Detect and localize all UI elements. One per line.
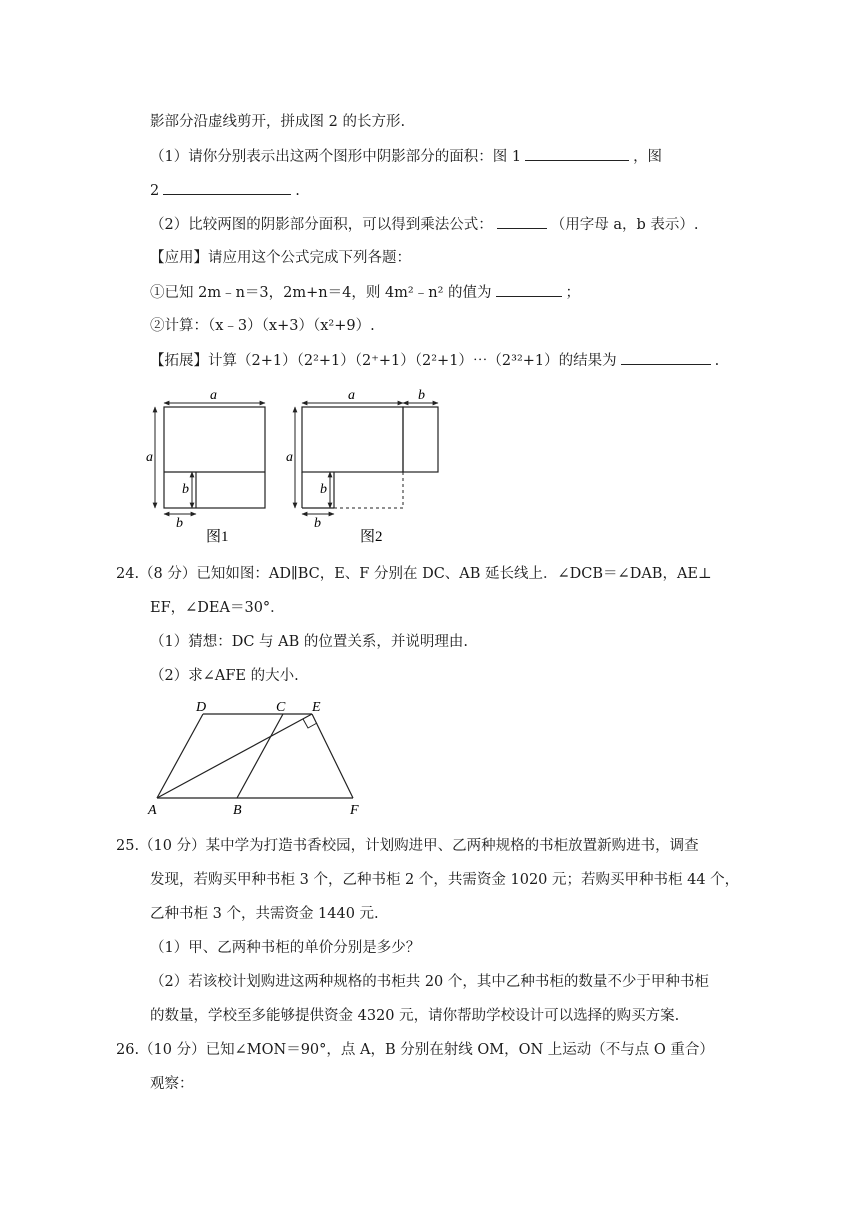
q24-part2: （2）求∠AFE 的大小.	[150, 668, 299, 684]
q23-application-2-text: 计算：（x﹣3）（x+3）（x²+9）.	[164, 318, 375, 334]
q23-application-title: 【应用】请应用这个公式完成下列各题：	[150, 250, 411, 266]
q23-part1	[150, 146, 662, 167]
fig2-label-b-bottom: b	[314, 516, 321, 531]
circled-number-1: ①	[150, 285, 165, 301]
q23-application-1-text: 已知 2m﹣n＝3，2m+n＝4，则 4m²﹣n² 的值为	[164, 285, 492, 301]
fig1-label-b-inner: b	[182, 482, 189, 497]
q24-figure	[140, 696, 380, 821]
figure-1-and-2	[140, 383, 460, 548]
fig2-label-b-top: b	[418, 388, 425, 403]
figure-2	[286, 388, 438, 545]
fig2-caption: 图2	[360, 529, 383, 545]
q23-part2	[150, 214, 699, 235]
q26-head: 26.（10 分）已知∠MON＝90°，点 A，B 分别在射线 OM，ON 上运动（不与点 O 重合）	[116, 1042, 714, 1058]
segment-BC	[237, 714, 283, 798]
circled-number-2: ②	[150, 318, 165, 334]
fig1-label-b-bottom: b	[176, 516, 183, 531]
fig2-label-b-inner: b	[320, 482, 327, 497]
q23-part2-text: （2）比较两图的阴影部分面积，可以得到乘法公式：	[150, 217, 493, 233]
q25-part1: （1）甲、乙两种书柜的单价分别是多少？	[150, 940, 421, 956]
figure-1	[146, 388, 265, 545]
q24-cont: EF，∠DEA＝30°．	[150, 600, 285, 616]
q23-part1-cont: 2 .	[150, 180, 300, 201]
q24-part1: （1）猜想：DC 与 AB 的位置关系，并说明理由.	[150, 634, 469, 650]
fig1-caption: 图1	[206, 529, 229, 545]
q23-part1-cont-text: 2	[150, 183, 160, 199]
fig2-label-a-left: a	[286, 450, 293, 465]
q23-part2-tail: （用字母 a，b 表示）.	[550, 217, 699, 233]
answer-blank[interactable]	[163, 180, 291, 195]
q23-extension: 【拓展】计算（2+1）（2²+1）（2⁺+1）（2²+1）⋯（2³²+1）的结果为 .	[150, 350, 719, 371]
point-B: B	[233, 803, 242, 818]
segment-EF	[312, 714, 353, 798]
fig1-label-a-top: a	[210, 388, 217, 403]
point-D: D	[196, 700, 207, 715]
q25-part2: （2）若该校计划购进这两种规格的书柜共 20 个，其中乙种书柜的数量不少于甲种书柜	[150, 974, 709, 990]
fig1-outer-square	[164, 407, 265, 508]
point-E: E	[312, 700, 321, 715]
q23-extension-text: 【拓展】计算（2+1）（2²+1）（2⁺+1）（2²+1）⋯（2³²+1）的结果为	[150, 353, 617, 369]
fig2-label-a-top: a	[348, 388, 355, 403]
q24-head: 24.（8 分）已知如图：AD∥BC，E、F 分别在 DC、AB 延长线上．∠DCB＝∠DAB，AE⊥	[116, 566, 712, 582]
q25-line2: 发现，若购买甲种书柜 3 个，乙种书柜 2 个，共需资金 1020 元；若购买甲种书柜 44 个，	[150, 872, 740, 888]
point-C: C	[276, 700, 286, 715]
q25-line3: 乙种书柜 3 个，共需资金 1440 元.	[150, 906, 379, 922]
intro-line: 影部分沿虚线剪开，拼成图 2 的长方形.	[150, 114, 406, 130]
q23-application-2	[150, 316, 375, 336]
answer-blank[interactable]	[621, 350, 711, 365]
q23-part1-tail: ，图	[633, 149, 663, 165]
q25-part2-cont: 的数量，学校至多能够提供资金 4320 元，请你帮助学校设计可以选择的购买方案.	[150, 1008, 680, 1024]
point-A: A	[148, 803, 157, 818]
answer-blank[interactable]	[525, 146, 629, 161]
q23-part1-text: （1）请你分别表示出这两个图形中阴影部分的面积：图 1	[150, 149, 522, 165]
fig1-label-a-left: a	[146, 450, 153, 465]
answer-blank[interactable]	[496, 282, 562, 297]
point-F: F	[350, 803, 359, 818]
q23-application-1: ①已知 2m﹣n＝3，2m+n＝4，则 4m²﹣n² 的值为 ；	[150, 282, 580, 303]
answer-blank[interactable]	[497, 214, 547, 229]
q25-head: 25.（10 分）某中学为打造书香校园，计划购进甲、乙两种规格的书柜放置新购进书，调查	[116, 838, 699, 854]
q26-line2: 观察：	[150, 1076, 194, 1092]
